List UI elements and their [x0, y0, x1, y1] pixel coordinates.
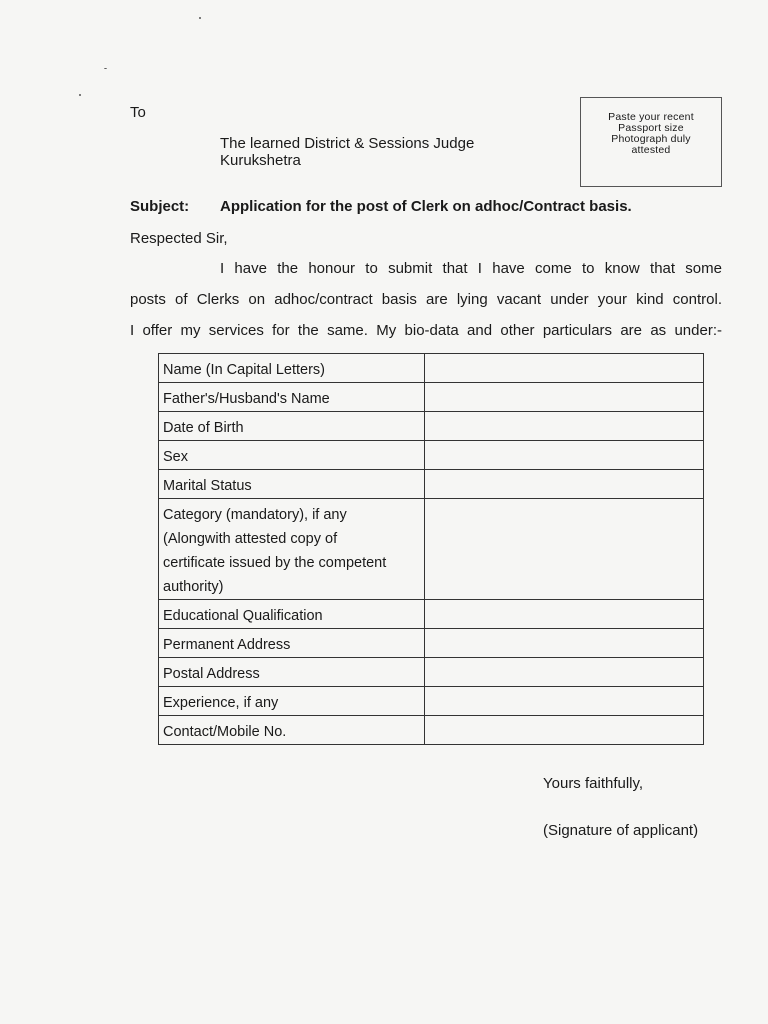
- body-line-1: I have the honour to submit that I have come to know that some: [220, 260, 722, 277]
- row-label-date-of-birth: Date of Birth: [159, 412, 425, 441]
- subject-text: Application for the post of Clerk on adhoc/Contract basis.: [220, 198, 632, 215]
- row-value-sex[interactable]: [424, 441, 703, 470]
- closing-line: Yours faithfully,: [543, 775, 644, 792]
- photo-box-line: Passport size: [618, 122, 684, 134]
- row-value-permanent-address[interactable]: [424, 629, 703, 658]
- salutation: Respected Sir,: [130, 230, 228, 247]
- row-value-category[interactable]: [424, 499, 703, 600]
- photo-box-line: Paste your recent: [608, 111, 694, 123]
- row-label-experience: Experience, if any: [159, 687, 425, 716]
- signature-line: (Signature of applicant): [543, 822, 699, 839]
- table-row: [159, 441, 704, 470]
- category-label-line: (Alongwith attested copy of: [163, 531, 338, 547]
- table-row: [159, 687, 704, 716]
- table-row: [159, 716, 704, 745]
- scan-speck: [79, 94, 81, 96]
- row-label-name: Name (In Capital Letters): [159, 354, 425, 383]
- category-label-line: certificate issued by the competent: [163, 555, 387, 571]
- row-value-date-of-birth[interactable]: [424, 412, 703, 441]
- row-value-postal-address[interactable]: [424, 658, 703, 687]
- photo-box-line: Photograph duly: [611, 133, 691, 145]
- row-label-category: [159, 499, 425, 600]
- category-label-line: Category (mandatory), if any: [163, 507, 347, 523]
- row-value-contact-mobile[interactable]: [424, 716, 703, 745]
- addressee-title: The learned District & Sessions Judge: [220, 135, 475, 152]
- row-value-educational-qualification[interactable]: [424, 600, 703, 629]
- body-line-3: I offer my services for the same. My bio-data and other particulars are as under:-: [130, 322, 722, 339]
- table-row: [159, 470, 704, 499]
- photo-paste-box: [580, 97, 722, 187]
- row-value-father-husband-name[interactable]: [424, 383, 703, 412]
- row-label-educational-qualification: Educational Qualification: [159, 600, 425, 629]
- biodata-table: [158, 353, 704, 745]
- addressee-location: Kurukshetra: [220, 152, 301, 169]
- row-value-marital-status[interactable]: [424, 470, 703, 499]
- row-label-contact-mobile: Contact/Mobile No.: [159, 716, 425, 745]
- row-value-experience[interactable]: [424, 687, 703, 716]
- table-row: [159, 600, 704, 629]
- row-label-postal-address: Postal Address: [159, 658, 425, 687]
- row-label-sex: Sex: [159, 441, 425, 470]
- scan-speck: [199, 17, 201, 19]
- row-label-father-husband-name: Father's/Husband's Name: [159, 383, 425, 412]
- table-row: [159, 629, 704, 658]
- table-row: [159, 354, 704, 383]
- subject-label: Subject:: [130, 198, 190, 215]
- category-label-line: authority): [163, 579, 224, 595]
- table-row: [159, 499, 704, 600]
- table-row: [159, 383, 704, 412]
- photo-box-line: attested: [631, 144, 671, 156]
- table-row: [159, 658, 704, 687]
- to-label: To: [130, 104, 146, 121]
- scan-speck: [104, 68, 107, 69]
- body-line-2: posts of Clerks on adhoc/contract basis are lying vacant under your kind control.: [130, 291, 722, 308]
- addressee-block: [220, 135, 474, 169]
- row-label-permanent-address: Permanent Address: [159, 629, 425, 658]
- row-value-name[interactable]: [424, 354, 703, 383]
- table-row: [159, 412, 704, 441]
- row-label-marital-status: Marital Status: [159, 470, 425, 499]
